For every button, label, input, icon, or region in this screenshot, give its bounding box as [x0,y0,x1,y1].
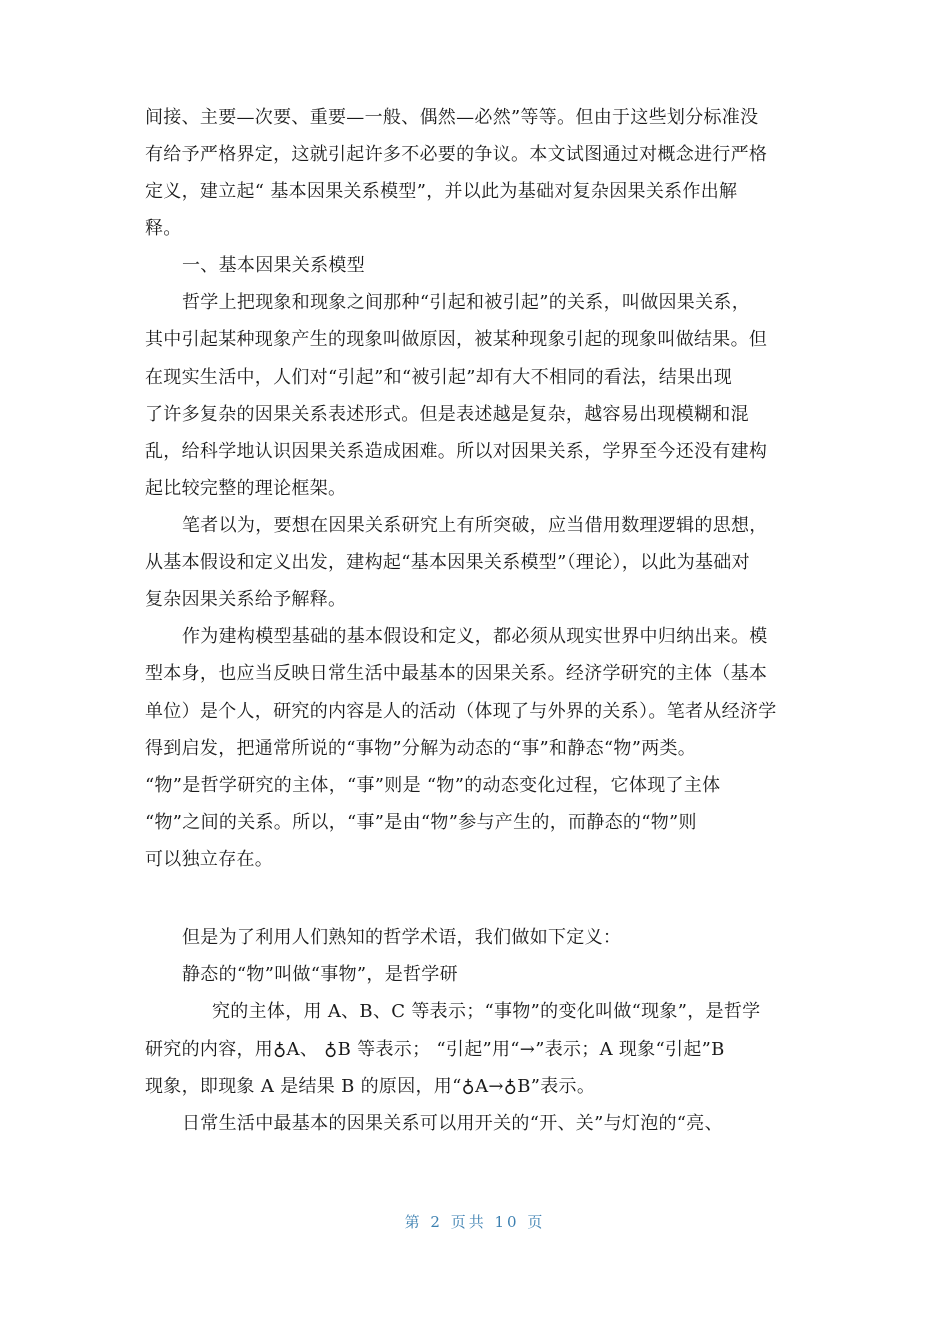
text-line: 日常生活中最基本的因果关系可以用开关的“开、关”与灯泡的“亮、 [182,1113,723,1134]
text-line: 静态的“物”叫做“事物”，是哲学研 [182,964,458,985]
text-line: 从基本假设和定义出发，建构起“基本因果关系模型”（理论），以此为基础对 [145,552,750,573]
text-line: 型本身，也应当反映日常生活中最基本的因果关系。经济学研究的主体（基本 [145,663,768,684]
text-line: “物”是哲学研究的主体，“事”则是 “物”的动态变化过程，它体现了主体 [145,775,721,796]
text-line: 定义，建立起“ 基本因果关系模型”，并以此为基础对复杂因果关系作出解 [145,181,738,202]
text-line: 现象，即现象 A 是结果 B 的原因，用“♁A→♁B”表示。 [145,1076,596,1097]
text-line: 乱，给科学地认识因果关系造成困难。所以对因果关系，学界至今还没有建构 [145,441,768,462]
text-line: 单位）是个人，研究的内容是人的活动（体现了与外界的关系）。笔者从经济学 [145,701,777,722]
page-number-footer: 第 2 页共 10 页 [404,1213,546,1231]
text-line: 其中引起某种现象产生的现象叫做原因，被某种现象引起的现象叫做结果。但 [145,329,768,350]
text-line: 究的主体，用 A、B、C 等表示；“事物”的变化叫做“现象”，是哲学 [212,1001,761,1022]
text-line: 得到启发，把通常所说的“事物”分解为动态的“事”和静态“物”两类。 [145,738,697,759]
text-line: 了许多复杂的因果关系表述形式。但是表述越是复杂，越容易出现模糊和混 [145,404,749,425]
text-line: 可以独立存在。 [145,849,274,870]
text-line: “物”之间的关系。所以，“事”是由“物”参与产生的，而静态的“物”则 [145,812,697,833]
text-line: 在现实生活中，人们对“引起”和“被引起”却有大不相同的看法，结果出现 [145,367,733,388]
text-line: 作为建构模型基础的基本假设和定义，都必须从现实世界中归纳出来。模 [182,626,768,647]
text-line: 间接、主要—次要、重要—一般、偶然—必然”等等。但由于这些划分标准没 [145,107,759,128]
section-heading: 一、基本因果关系模型 [182,255,365,276]
text-line: 哲学上把现象和现象之间那种“引起和被引起”的关系，叫做因果关系， [182,292,751,313]
text-line: 研究的内容，用♁A、 ♁B 等表示； “引起”用“→”表示；A 现象“引起”B [145,1039,725,1060]
text-line: 起比较完整的理论框架。 [145,478,347,499]
text-line: 但是为了利用人们熟知的哲学术语，我们做如下定义： [182,927,622,948]
text-line: 笔者以为，要想在因果关系研究上有所突破，应当借用数理逻辑的思想， [182,515,768,536]
text-line: 有给予严格界定，这就引起许多不必要的争议。本文试图通过对概念进行严格 [145,144,768,165]
text-line: 复杂因果关系给予解释。 [145,589,347,610]
text-line: 释。 [145,218,182,239]
